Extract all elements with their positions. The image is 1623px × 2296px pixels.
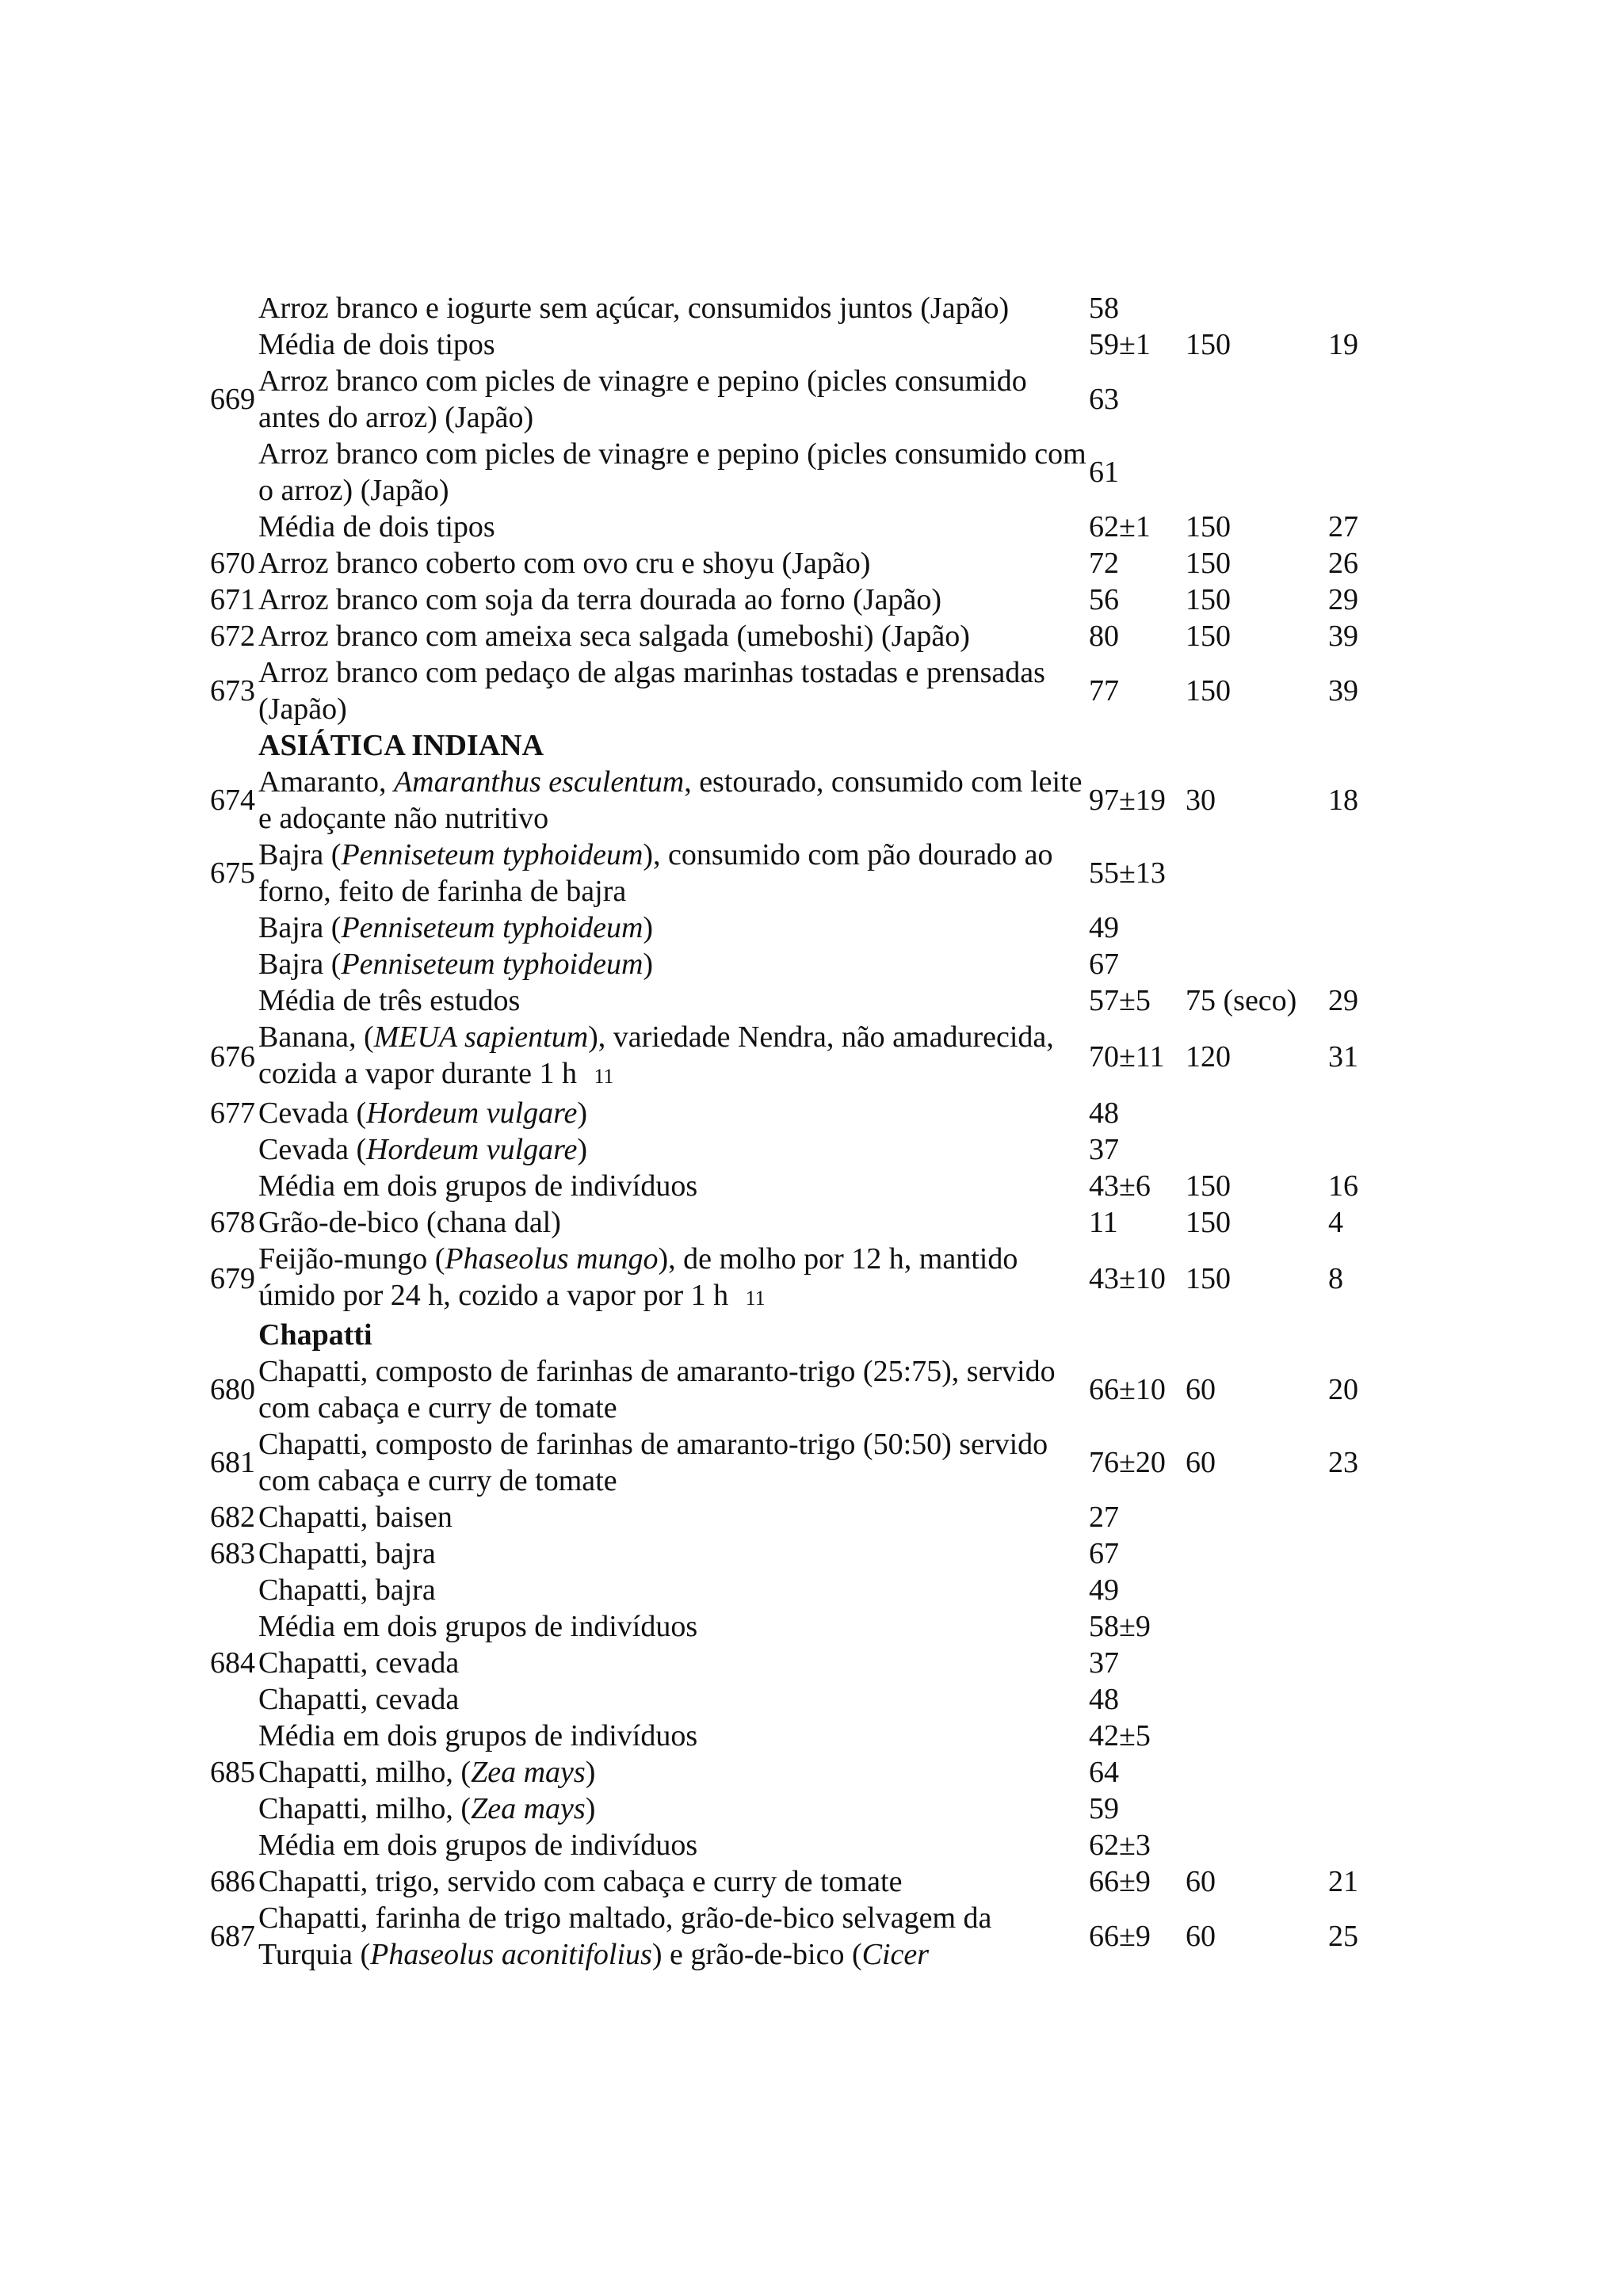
row-number — [208, 290, 257, 326]
row-number: 671 — [210, 583, 255, 616]
table-row — [208, 1645, 1381, 1681]
table-row — [208, 1095, 1381, 1131]
table-row — [208, 654, 1381, 727]
food-description: Cevada (Hordeum vulgare) — [258, 1097, 588, 1130]
carbohydrate-per-serving — [1328, 363, 1381, 436]
serving-size — [1186, 1317, 1328, 1353]
row-number: 687 — [210, 1920, 255, 1953]
glycemic-index: 37 — [1089, 1646, 1119, 1680]
table-row — [208, 1168, 1381, 1204]
row-number — [208, 509, 257, 545]
serving-size: 150 — [1186, 547, 1231, 580]
carbohydrate-per-serving — [1328, 1827, 1381, 1863]
glycemic-index: 42±5 — [1089, 1719, 1151, 1753]
carbohydrate-per-serving: 21 — [1328, 1865, 1358, 1898]
table-row — [208, 1426, 1381, 1499]
table-row — [208, 363, 1381, 436]
serving-size: 60 — [1186, 1865, 1216, 1898]
glycemic-index: 67 — [1089, 948, 1119, 981]
serving-size — [1186, 837, 1328, 910]
table-row — [208, 1718, 1381, 1754]
row-number: 676 — [210, 1040, 255, 1074]
table-row — [208, 764, 1381, 837]
serving-size: 60 — [1186, 1446, 1216, 1479]
carbohydrate-per-serving — [1328, 1791, 1381, 1827]
food-description: Arroz branco com picles de vinagre e pepino (picles consumido antes do arroz) (Japão) — [258, 364, 1027, 434]
glycemic-index: 37 — [1089, 1133, 1119, 1166]
food-description: Média em dois grupos de indivíduos — [258, 1610, 698, 1643]
glycemic-index: 56 — [1089, 583, 1119, 616]
row-number: 685 — [210, 1756, 255, 1789]
serving-size: 30 — [1186, 784, 1216, 817]
table-row — [208, 1900, 1381, 1973]
carbohydrate-per-serving: 26 — [1328, 547, 1358, 580]
row-number — [208, 982, 257, 1019]
food-description: Arroz branco com pedaço de algas marinhas tostadas e prensadas (Japão) — [258, 656, 1045, 726]
glycemic-index: 63 — [1089, 383, 1119, 416]
food-description: Média de dois tipos — [258, 328, 495, 361]
table-row — [208, 582, 1381, 618]
row-number: 669 — [210, 383, 255, 416]
serving-size: 150 — [1186, 1169, 1231, 1203]
glycemic-index: 77 — [1089, 674, 1119, 707]
glycemic-index: 97±19 — [1089, 784, 1166, 817]
table-row — [208, 436, 1381, 509]
table-row — [208, 290, 1381, 326]
food-description: Chapatti, milho, (Zea mays) — [258, 1756, 596, 1789]
table-row — [208, 982, 1381, 1019]
food-description: Cevada (Hordeum vulgare) — [258, 1133, 588, 1166]
glycemic-index: 66±9 — [1089, 1865, 1151, 1898]
row-number: 680 — [210, 1373, 255, 1406]
table-row — [208, 1241, 1381, 1317]
serving-size: 150 — [1186, 583, 1231, 616]
food-description: Média em dois grupos de indivíduos — [258, 1719, 698, 1753]
table-row — [208, 326, 1381, 363]
table-row — [208, 1754, 1381, 1791]
food-description: Chapatti, composto de farinhas de amaranto-trigo (50:50) servido com cabaça e curry de tomate — [258, 1428, 1048, 1497]
row-number: 682 — [210, 1501, 255, 1534]
serving-size — [1186, 1754, 1328, 1791]
serving-size: 75 (seco) — [1186, 984, 1297, 1017]
glycemic-index: 62±3 — [1089, 1829, 1151, 1862]
carbohydrate-per-serving — [1328, 1681, 1381, 1718]
serving-size — [1186, 363, 1328, 436]
serving-size — [1186, 1718, 1328, 1754]
row-number — [208, 1131, 257, 1168]
food-description: Chapatti, farinha de trigo maltado, grão-de-bico selvagem da Turquia (Phaseolus aconitifolius) e grão-de-bico (Cicer — [258, 1901, 992, 1971]
row-number — [208, 436, 257, 509]
glycemic-index: 70±11 — [1089, 1040, 1165, 1074]
carbohydrate-per-serving: 39 — [1328, 674, 1358, 707]
row-number — [208, 1168, 257, 1204]
carbohydrate-per-serving: 18 — [1328, 784, 1358, 817]
glycemic-index: 43±10 — [1089, 1262, 1166, 1295]
glycemic-index: 76±20 — [1089, 1446, 1166, 1479]
carbohydrate-per-serving: 23 — [1328, 1446, 1358, 1479]
food-description: Arroz branco coberto com ovo cru e shoyu (Japão) — [258, 547, 871, 580]
food-description: ASIÁTICA INDIANA — [258, 729, 544, 762]
carbohydrate-per-serving — [1328, 1754, 1381, 1791]
section-heading-row — [208, 1317, 1381, 1353]
serving-size — [1186, 436, 1328, 509]
serving-size: 150 — [1186, 510, 1231, 543]
carbohydrate-per-serving: 29 — [1328, 583, 1358, 616]
food-description: Grão-de-bico (chana dal) — [258, 1206, 561, 1239]
food-description: Média em dois grupos de indivíduos — [258, 1829, 698, 1862]
carbohydrate-per-serving — [1328, 1095, 1381, 1131]
carbohydrate-per-serving — [1328, 727, 1381, 764]
table-row — [208, 1019, 1381, 1095]
table-row — [208, 1572, 1381, 1608]
glycemic-index — [1089, 727, 1186, 764]
row-number: 674 — [210, 784, 255, 817]
serving-size: 60 — [1186, 1920, 1216, 1953]
serving-size: 60 — [1186, 1373, 1216, 1406]
food-description: Média de dois tipos — [258, 510, 495, 543]
serving-size — [1186, 1791, 1328, 1827]
carbohydrate-per-serving — [1328, 290, 1381, 326]
serving-size — [1186, 1131, 1328, 1168]
row-number — [208, 1791, 257, 1827]
row-number — [208, 1681, 257, 1718]
carbohydrate-per-serving — [1328, 837, 1381, 910]
food-description: Chapatti, baisen — [258, 1501, 453, 1534]
food-description: Média em dois grupos de indivíduos — [258, 1169, 698, 1203]
carbohydrate-per-serving — [1328, 1608, 1381, 1645]
row-number — [208, 326, 257, 363]
glycemic-index: 58±9 — [1089, 1610, 1151, 1643]
table-row — [208, 618, 1381, 654]
glycemic-index: 66±10 — [1089, 1373, 1166, 1406]
food-description: Arroz branco e iogurte sem açúcar, consumidos juntos (Japão) — [258, 292, 1010, 325]
table-row — [208, 1535, 1381, 1572]
carbohydrate-per-serving — [1328, 1645, 1381, 1681]
carbohydrate-per-serving — [1328, 436, 1381, 509]
carbohydrate-per-serving — [1328, 1499, 1381, 1535]
carbohydrate-per-serving — [1328, 946, 1381, 982]
serving-size: 150 — [1186, 328, 1231, 361]
serving-size — [1186, 1827, 1328, 1863]
table-row — [208, 509, 1381, 545]
glycemic-index: 80 — [1089, 620, 1119, 653]
row-number: 670 — [210, 547, 255, 580]
carbohydrate-per-serving — [1328, 1131, 1381, 1168]
table-row — [208, 1499, 1381, 1535]
table-row — [208, 1681, 1381, 1718]
serving-size — [1186, 1572, 1328, 1608]
row-number: 678 — [210, 1206, 255, 1239]
food-description: Chapatti, milho, (Zea mays) — [258, 1792, 596, 1825]
serving-size: 150 — [1186, 620, 1231, 653]
serving-size — [1186, 910, 1328, 946]
carbohydrate-per-serving: 39 — [1328, 620, 1358, 653]
serving-size — [1186, 290, 1328, 326]
serving-size: 150 — [1186, 674, 1231, 707]
glycemic-index: 61 — [1089, 456, 1119, 489]
carbohydrate-per-serving: 31 — [1328, 1040, 1358, 1074]
table-row — [208, 837, 1381, 910]
food-description: Banana, (MEUA sapientum), variedade Nendra, não amadurecida, cozida a vapor durante 1 h 11 — [258, 1020, 1054, 1090]
glycemic-index: 67 — [1089, 1537, 1119, 1570]
carbohydrate-per-serving: 19 — [1328, 328, 1358, 361]
table-row — [208, 1863, 1381, 1900]
row-number — [208, 1827, 257, 1863]
serving-size — [1186, 1535, 1328, 1572]
food-description: Chapatti, cevada — [258, 1646, 460, 1680]
table-row — [208, 1827, 1381, 1863]
table-row — [208, 1353, 1381, 1426]
row-number — [208, 1317, 257, 1353]
food-description: Bajra (Penniseteum typhoideum), consumido com pão dourado ao forno, feito de farinha de bajra — [258, 838, 1053, 908]
glycemic-index: 43±6 — [1089, 1169, 1151, 1203]
food-description: Chapatti, trigo, servido com cabaça e curry de tomate — [258, 1865, 903, 1898]
serving-size: 120 — [1186, 1040, 1231, 1074]
glycemic-index: 66±9 — [1089, 1920, 1151, 1953]
row-number: 686 — [210, 1865, 255, 1898]
food-description: Chapatti, composto de farinhas de amaranto-trigo (25:75), servido com cabaça e curry de tomate — [258, 1355, 1056, 1425]
serving-size — [1186, 1608, 1328, 1645]
row-number: 677 — [210, 1097, 255, 1130]
food-description: Feijão-mungo (Phaseolus mungo), de molho por 12 h, mantido úmido por 24 h, cozido a vapor por 1 h 11 — [258, 1242, 1018, 1312]
carbohydrate-per-serving — [1328, 1317, 1381, 1353]
glycemic-index: 11 — [1089, 1206, 1118, 1239]
gi-table — [208, 290, 1381, 1973]
carbohydrate-per-serving: 20 — [1328, 1373, 1358, 1406]
glycemic-index: 72 — [1089, 547, 1119, 580]
food-description: Arroz branco com picles de vinagre e pepino (picles consumido com o arroz) (Japão) — [258, 437, 1086, 507]
glycemic-index: 27 — [1089, 1501, 1119, 1534]
table-row — [208, 1204, 1381, 1241]
food-description: Chapatti — [258, 1318, 372, 1352]
glycemic-index: 59 — [1089, 1792, 1119, 1825]
carbohydrate-per-serving — [1328, 1718, 1381, 1754]
glycemic-index: 48 — [1089, 1683, 1119, 1716]
serving-size — [1186, 1681, 1328, 1718]
carbohydrate-per-serving: 8 — [1328, 1262, 1343, 1295]
serving-size — [1186, 1645, 1328, 1681]
row-number: 673 — [210, 674, 255, 707]
food-description: Média de três estudos — [258, 984, 521, 1017]
carbohydrate-per-serving — [1328, 910, 1381, 946]
row-number — [208, 1718, 257, 1754]
glycemic-index: 59±1 — [1089, 328, 1151, 361]
glycemic-index: 49 — [1089, 911, 1119, 944]
row-number — [208, 910, 257, 946]
row-number — [208, 946, 257, 982]
glycemic-index: 62±1 — [1089, 510, 1151, 543]
row-number — [208, 1572, 257, 1608]
food-description: Chapatti, bajra — [258, 1573, 436, 1607]
carbohydrate-per-serving — [1328, 1572, 1381, 1608]
row-number: 679 — [210, 1262, 255, 1295]
serving-size: 150 — [1186, 1262, 1231, 1295]
carbohydrate-per-serving: 25 — [1328, 1920, 1358, 1953]
serving-size — [1186, 1095, 1328, 1131]
serving-size — [1186, 727, 1328, 764]
carbohydrate-per-serving — [1328, 1535, 1381, 1572]
row-number — [208, 1608, 257, 1645]
food-description: Chapatti, bajra — [258, 1537, 436, 1570]
row-number: 672 — [210, 620, 255, 653]
carbohydrate-per-serving: 4 — [1328, 1206, 1343, 1239]
row-number — [208, 727, 257, 764]
glycemic-index: 48 — [1089, 1097, 1119, 1130]
glycemic-index: 49 — [1089, 1573, 1119, 1607]
food-description: Arroz branco com ameixa seca salgada (umeboshi) (Japão) — [258, 620, 970, 653]
table-row — [208, 545, 1381, 582]
food-description: Arroz branco com soja da terra dourada ao forno (Japão) — [258, 583, 941, 616]
food-description: Bajra (Penniseteum typhoideum) — [258, 948, 654, 981]
serving-size: 150 — [1186, 1206, 1231, 1239]
carbohydrate-per-serving: 16 — [1328, 1169, 1358, 1203]
glycemic-index: 64 — [1089, 1756, 1119, 1789]
glycemic-index: 55±13 — [1089, 856, 1166, 890]
row-number: 683 — [210, 1537, 255, 1570]
glycemic-index — [1089, 1317, 1186, 1353]
section-heading-row — [208, 727, 1381, 764]
serving-size — [1186, 1499, 1328, 1535]
food-description: Amaranto, Amaranthus esculentum, estourado, consumido com leite e adoçante não nutritivo — [258, 765, 1083, 835]
row-number: 684 — [210, 1646, 255, 1680]
food-description: Bajra (Penniseteum typhoideum) — [258, 911, 654, 944]
carbohydrate-per-serving: 27 — [1328, 510, 1358, 543]
table-row — [208, 1791, 1381, 1827]
food-description: Chapatti, cevada — [258, 1683, 460, 1716]
glycemic-index: 57±5 — [1089, 984, 1151, 1017]
carbohydrate-per-serving: 29 — [1328, 984, 1358, 1017]
table-row — [208, 910, 1381, 946]
row-number: 675 — [210, 856, 255, 890]
table-row — [208, 946, 1381, 982]
row-number: 681 — [210, 1446, 255, 1479]
table-row — [208, 1131, 1381, 1168]
gi-table-body — [208, 290, 1381, 1973]
table-row — [208, 1608, 1381, 1645]
serving-size — [1186, 946, 1328, 982]
glycemic-index: 58 — [1089, 292, 1119, 325]
